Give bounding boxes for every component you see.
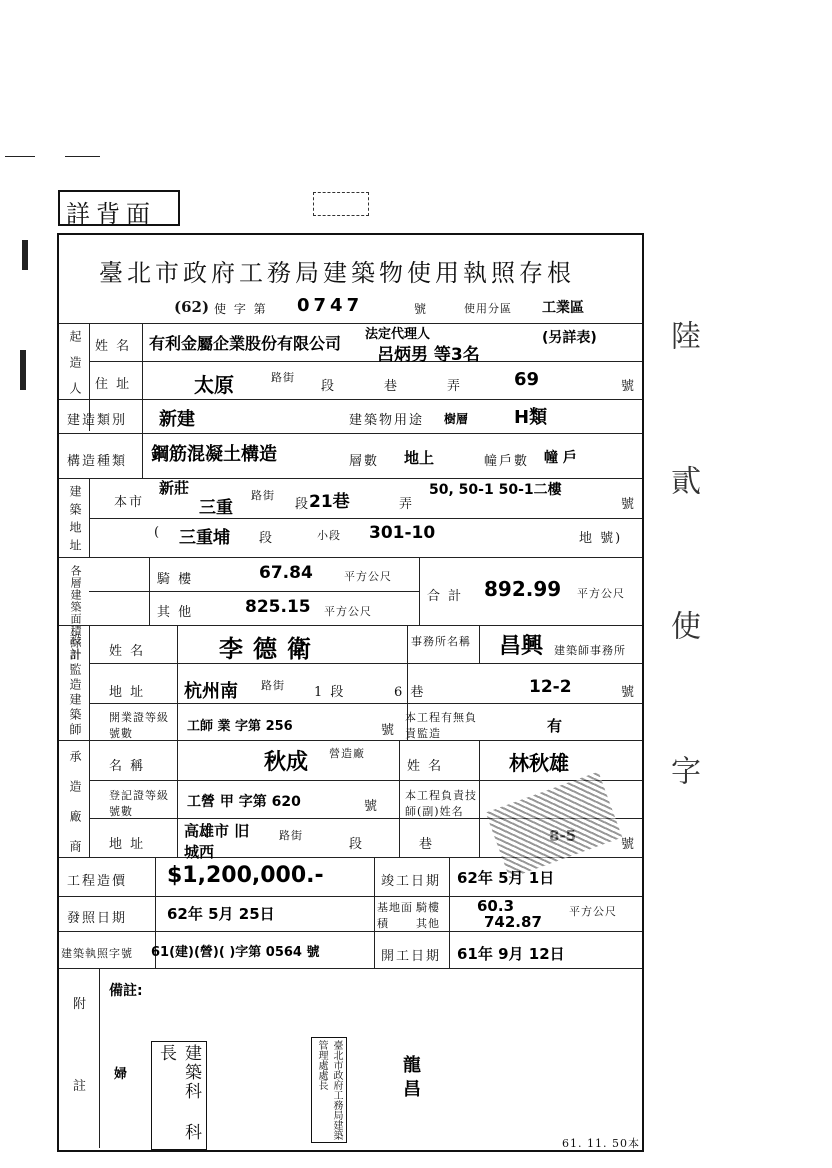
col-line: [99, 968, 100, 1148]
zone-value: 工業區: [542, 300, 584, 316]
license-stub-form: [57, 233, 644, 1152]
units-value: 幢 戶: [544, 450, 577, 466]
applicant-rep-value: 呂炳男 等3名: [377, 345, 480, 365]
contractor-name-label: 名 稱: [109, 759, 146, 774]
designer-cert-value: 工師 業 字第 256: [187, 719, 293, 734]
site-hao: 號: [621, 497, 637, 512]
other-value: 825.15: [245, 597, 311, 617]
remark-label: 備註:: [109, 983, 143, 999]
total-value: 892.99: [484, 577, 562, 601]
site-arcade-value: 60.3: [477, 897, 515, 915]
total-label: 合 計: [427, 589, 464, 604]
floors-value: 地上: [404, 449, 435, 467]
applicant-rep-note: 法定代理人: [365, 327, 431, 342]
cost-value: $1,200,000.-: [167, 863, 324, 888]
col-line: [449, 857, 450, 968]
build-use-label: 建築物用途: [349, 413, 425, 428]
right-margin-text: 陸 貳 使 字: [665, 320, 700, 825]
contractor-addr-duan: 段: [349, 837, 365, 852]
finish-value: 62年 5月 1日: [457, 869, 555, 887]
site-lot-suffix: 地 號): [579, 531, 623, 546]
site-district: 新莊: [159, 479, 190, 497]
applicant-addr-number: 69: [514, 369, 540, 390]
site-unit: 平方公尺: [569, 905, 617, 918]
row-line: [89, 518, 642, 519]
designer-addr-number: 12-2: [529, 677, 572, 697]
contractor-person-label: 姓 名: [407, 759, 444, 774]
form-footer: 61. 11. 50本: [562, 1137, 640, 1150]
contractor-addr-value: 高雄市 旧城西: [184, 822, 250, 861]
license-prefix: (62): [174, 298, 210, 316]
floors-label: 層數: [349, 454, 380, 469]
arcade-unit: 平方公尺: [344, 570, 392, 583]
site-small-section: 小段: [317, 529, 341, 542]
applicant-addr-hao: 號: [621, 379, 637, 394]
contractor-reg-hao: 號: [364, 799, 380, 814]
zone-label: 使用分區: [464, 302, 512, 315]
row-line: [89, 780, 642, 781]
contractor-addr-label: 地 址: [109, 837, 146, 852]
contractor-reg-label: 登記證等級號數: [109, 789, 169, 818]
designer-office-value: 昌興: [499, 634, 544, 659]
designer-addr-hao: 號: [621, 685, 637, 700]
area-label: 各層建築面積綜計: [69, 565, 82, 661]
units-label: 幢戶數: [484, 454, 530, 469]
row-line: [59, 557, 642, 558]
applicant-addr-nong: 弄: [447, 379, 463, 394]
row-line: [89, 663, 642, 664]
designer-cert-hao: 號: [381, 723, 397, 738]
form-title: 臺北市政府工務局建築物使用執照存根: [99, 259, 575, 287]
other-label: 其 他: [157, 605, 194, 620]
row-line: [59, 399, 642, 400]
contractor-addr-xiang: 巷: [419, 837, 435, 852]
applicant-addr-label: 住 址: [95, 377, 132, 392]
col-line: [89, 625, 90, 857]
cost-label: 工程造價: [67, 874, 128, 889]
applicant-addr-value: 太原: [194, 373, 234, 397]
site-city: 本市: [114, 495, 145, 510]
col-line: [142, 399, 143, 478]
col-line: [149, 557, 150, 625]
license-number: 0747: [297, 295, 364, 316]
permit-value: 62年 5月 25日: [167, 905, 275, 923]
note-fu: 婦: [114, 1067, 128, 1082]
license-label: 建築執照字號: [61, 947, 133, 960]
margin-speck: [65, 156, 100, 157]
site-number-value: 50, 50-1 50-1二樓: [429, 482, 562, 498]
designer-name-value: 李德衛: [219, 635, 321, 663]
contractor-reg-value: 工營 甲 字第 620: [187, 794, 301, 810]
site-section-suffix: 段: [259, 531, 275, 546]
designer-addr-xiang: 6 巷: [394, 685, 426, 700]
applicant-addr-road: 路街: [271, 371, 295, 384]
detail-on-back-text: 詳背面: [66, 200, 156, 228]
col-line: [177, 625, 178, 857]
notes-label-1: 附: [73, 997, 89, 1012]
site-duan: 段: [295, 497, 311, 512]
scan-smudge: [486, 772, 623, 879]
license-value: 61(建)(營)( )字第 0564 號: [151, 945, 320, 960]
site-xiang-value: 21巷: [309, 492, 350, 512]
contractor-name-value: 秋成: [264, 750, 309, 775]
finish-label: 竣工日期: [381, 874, 442, 889]
structure-value: 鋼筋混凝土構造: [151, 444, 277, 465]
site-area-label: 基地面積: [377, 901, 413, 930]
designer-cert-label: 開業證等級號數: [109, 711, 169, 740]
detail-on-back-stamp: [58, 190, 180, 226]
site-road-suffix: 路街: [251, 489, 275, 502]
designer-addr-label: 地 址: [109, 685, 146, 700]
applicant-name-value: 有利金屬企業股份有限公司: [149, 334, 342, 353]
site-section-value: 三重埔: [179, 528, 230, 548]
permit-label: 發照日期: [67, 911, 128, 926]
site-road-value: 三重: [199, 498, 233, 518]
applicant-addr-duan: 段: [321, 379, 337, 394]
contractor-addr-road: 路街: [279, 829, 303, 842]
start-label: 開工日期: [381, 949, 442, 964]
row-line: [59, 433, 642, 434]
designer-addr-road: 路街: [261, 679, 285, 692]
row-line: [89, 591, 419, 592]
small-stamp-mark: [313, 192, 369, 216]
applicant-rep-extra: (另詳表): [542, 330, 597, 346]
structure-label: 構造種類: [67, 454, 128, 469]
col-line: [419, 557, 420, 625]
applicant-section-label: 起造人: [68, 330, 82, 408]
col-line: [89, 478, 90, 558]
row-line: [89, 361, 642, 362]
start-value: 61年 9月 12日: [457, 945, 565, 963]
row-line: [59, 323, 642, 324]
designer-office-label: 事務所名稱: [411, 635, 471, 648]
arcade-label: 騎 樓: [157, 572, 194, 587]
col-line: [142, 323, 143, 399]
designer-supervision-label: 本工程有無負責監造: [405, 711, 477, 740]
site-arcade-label: 騎樓: [416, 901, 440, 914]
other-unit: 平方公尺: [324, 605, 372, 618]
designer-name-label: 姓 名: [109, 644, 146, 659]
row-line: [59, 968, 642, 969]
site-other-value: 742.87: [484, 913, 542, 931]
contractor-name-suffix: 營造廠: [329, 747, 365, 760]
designer-office-suffix: 建築師事務所: [554, 644, 626, 657]
col-line: [399, 740, 400, 857]
margin-speck: [22, 240, 28, 270]
build-type-label: 建造類別: [67, 413, 128, 428]
site-paren-open: (: [154, 525, 162, 540]
designer-addr-duan: 1 段: [314, 685, 346, 700]
designer-addr-value: 杭州南: [184, 681, 238, 702]
contractor-tech-label: 本工程負責技師(副)姓名: [405, 789, 477, 818]
applicant-addr-xiang: 巷: [384, 379, 400, 394]
site-label: 建築地址: [68, 485, 82, 557]
applicant-name-label: 姓 名: [95, 339, 132, 354]
seal-name: 龍昌: [400, 1055, 421, 1103]
site-lot-value: 301-10: [369, 523, 436, 543]
margin-speck: [20, 350, 26, 390]
build-use-value: H類: [514, 407, 548, 428]
row-line: [59, 931, 642, 932]
arcade-value: 67.84: [259, 563, 313, 583]
col-line: [374, 857, 375, 968]
col-line: [479, 625, 480, 663]
section-chief-stamp: 建築科 科長: [151, 1041, 207, 1150]
designer-label: 設計監造建築師: [68, 633, 82, 738]
notes-label-2: 註: [73, 1079, 89, 1094]
site-lane-word: 弄: [399, 497, 415, 512]
director-stamp: 臺北市政府工務局建築管理處處長: [311, 1037, 347, 1143]
row-line: [89, 703, 642, 704]
contractor-label: 承造廠商: [68, 750, 82, 870]
row-line: [59, 896, 642, 897]
contractor-person-value: 林秋雄: [509, 751, 569, 775]
margin-speck: [5, 156, 35, 157]
total-unit: 平方公尺: [577, 587, 625, 600]
license-zi: 使 字 第: [214, 302, 268, 316]
build-use-prefix: 樹層: [444, 412, 469, 426]
license-hao: 號: [414, 302, 429, 316]
site-other-label: 其他: [416, 917, 440, 930]
contractor-addr-hao: 號: [621, 837, 637, 852]
row-line: [59, 625, 642, 626]
designer-supervision-value: 有: [547, 717, 563, 735]
build-type-value: 新建: [159, 409, 195, 430]
